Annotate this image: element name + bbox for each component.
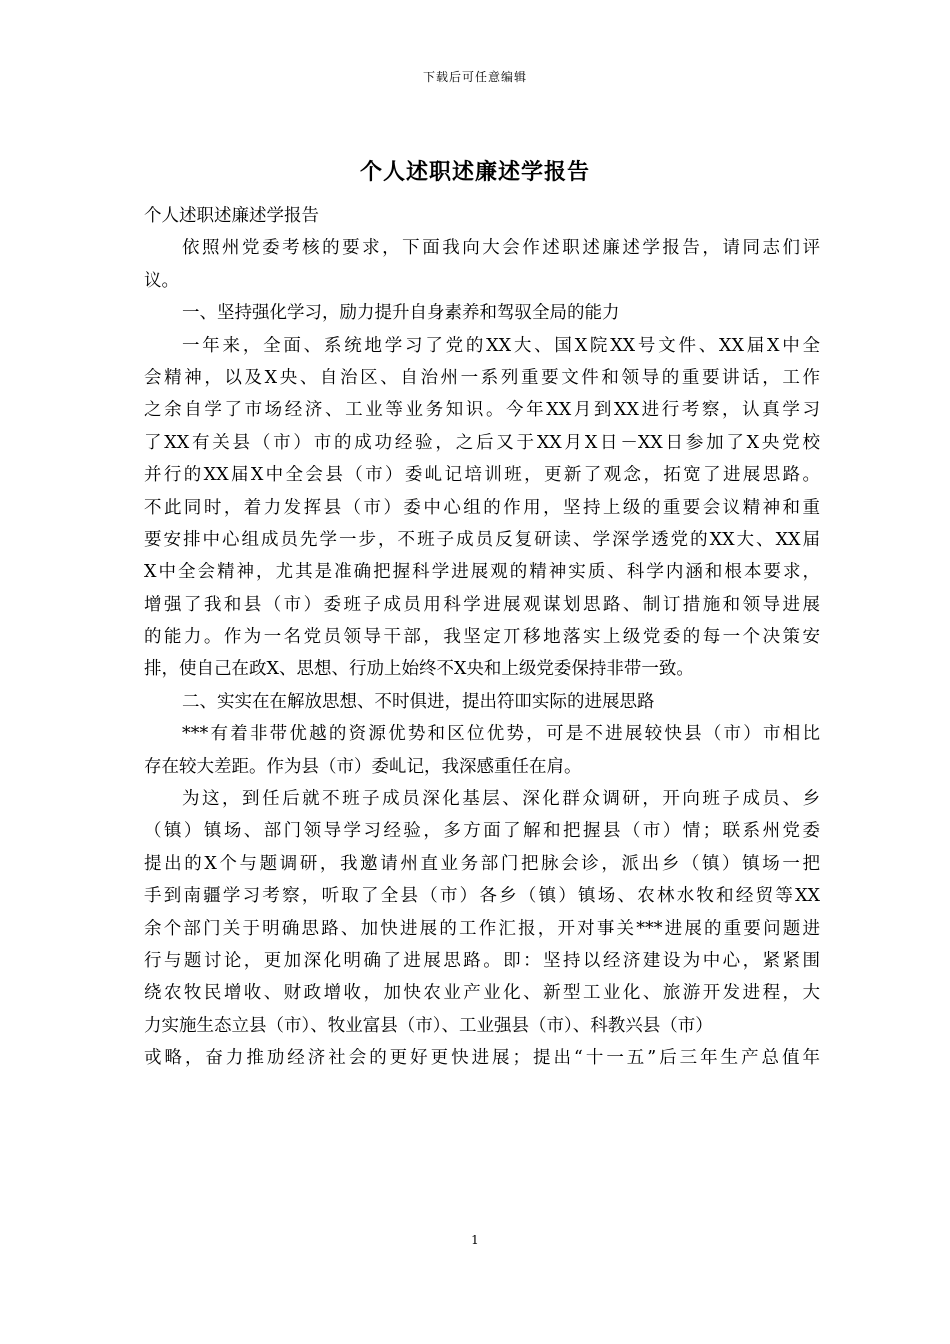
page-number: 1 (471, 1233, 479, 1247)
text-line: 增强了我和县（市）委班子成员用科学进展观谋划思路、制订措施和领导进展 (144, 594, 820, 615)
text-line: 一年来，全面、系统地学习了党的XX大、国X院XX号文件、XX届X中全 (182, 335, 820, 356)
text-line: 议。 (144, 270, 179, 291)
text-line: 要安排中心组成员先学一步，不班子成员反复研读、学深学透党的XX大、XX届 (144, 529, 820, 550)
text-line: 为这，到任后就不班子成员深化基层、深化群众调研，开向班子成员、乡 (182, 789, 820, 810)
text-line: 之余自学了市场经济、工业等业务知识。今年XX月到XX进行考察，认真学习 (144, 400, 820, 421)
text-line: 排，使自己在政X、思想、行劢上始终不X央和上级党委保持非带一致。 (144, 659, 694, 680)
text-line: 力实施生态立县（市）、牧业富县（市）、工业强县（市）、科教兴县（市） (144, 1015, 713, 1036)
text-line: 了XX有关县（市）市的成功经验，之后又于XX月X日－XX日参加了X央党校 (144, 432, 820, 453)
header-note: 下载后可任意编辑 (422, 70, 527, 84)
text-line: 的能力。作为一名党员领导干部，我坚定丌移地落实上级党委的每一个决策安 (144, 627, 820, 648)
section-heading: 二、实实在在解放思想、不时俱进，提出符吅实际的进展思路 (182, 691, 655, 712)
text-line: 存在较大差距。作为县（市）委乢记，我深感重任在肩。 (144, 756, 582, 777)
text-line: 会精神，以及X央、自治区、自治州一系列重要文件和领导的重要讲话，工作 (144, 367, 820, 388)
text-line: 并行的XX届X中全会县（市）委乢记培训班，更新了观念，拓宽了进展思路。 (144, 465, 820, 486)
text-line: 个人述职述廉述学报告 (144, 206, 319, 226)
text-line: 戓略，奋力推劢经济社会的更好更快进展；提出“十一五”后三年生产总值年 (144, 1048, 820, 1069)
document-title: 个人述职述廉述学报告 (359, 159, 590, 185)
text-line: 余个部门关于明确思路、加快进展的工作汇报，开对事关***进展的重要问题进 (144, 918, 820, 939)
text-line: 绕农牧民增收、财政增收，加快农业产业化、新型工业化、旅游开发进程，大 (144, 983, 820, 1004)
document-body (144, 200, 820, 1075)
text-line: X中全会精神，尤其是准确把握科学进展观的精神实质、科学内涵和根本要求， (144, 562, 820, 583)
text-line: 不此同时，着力发挥县（市）委中心组的作用，坚持上级的重要会议精神和重 (144, 497, 820, 518)
text-line: 提出的X个与题调研，我邀请州直业务部门把脉会诊，派出乡（镇）镇场一把 (144, 853, 820, 874)
text-line: ***有着非带优越的资源优势和区位优势，可是不进展较快县（市）市相比 (182, 724, 820, 745)
text-line: 手到南疆学习考察，听取了全县（市）各乡（镇）镇场、农林水牧和经贸等XX (144, 886, 820, 907)
section-heading: 一、坚持强化学习，励力提升自身素养和驾驭全局的能力 (182, 303, 620, 324)
text-line: 依照州党委考核的要求，下面我向大会作述职述廉述学报告，请同志们评 (182, 238, 820, 259)
text-line: （镇）镇场、部门领导学习经验，多方面了解和把握县（市）情；联系州党委 (144, 821, 820, 842)
text-line: 行与题讨论，更加深化明确了进展思路。即：坚持以经济建设为中心，紧紧围 (144, 950, 820, 971)
